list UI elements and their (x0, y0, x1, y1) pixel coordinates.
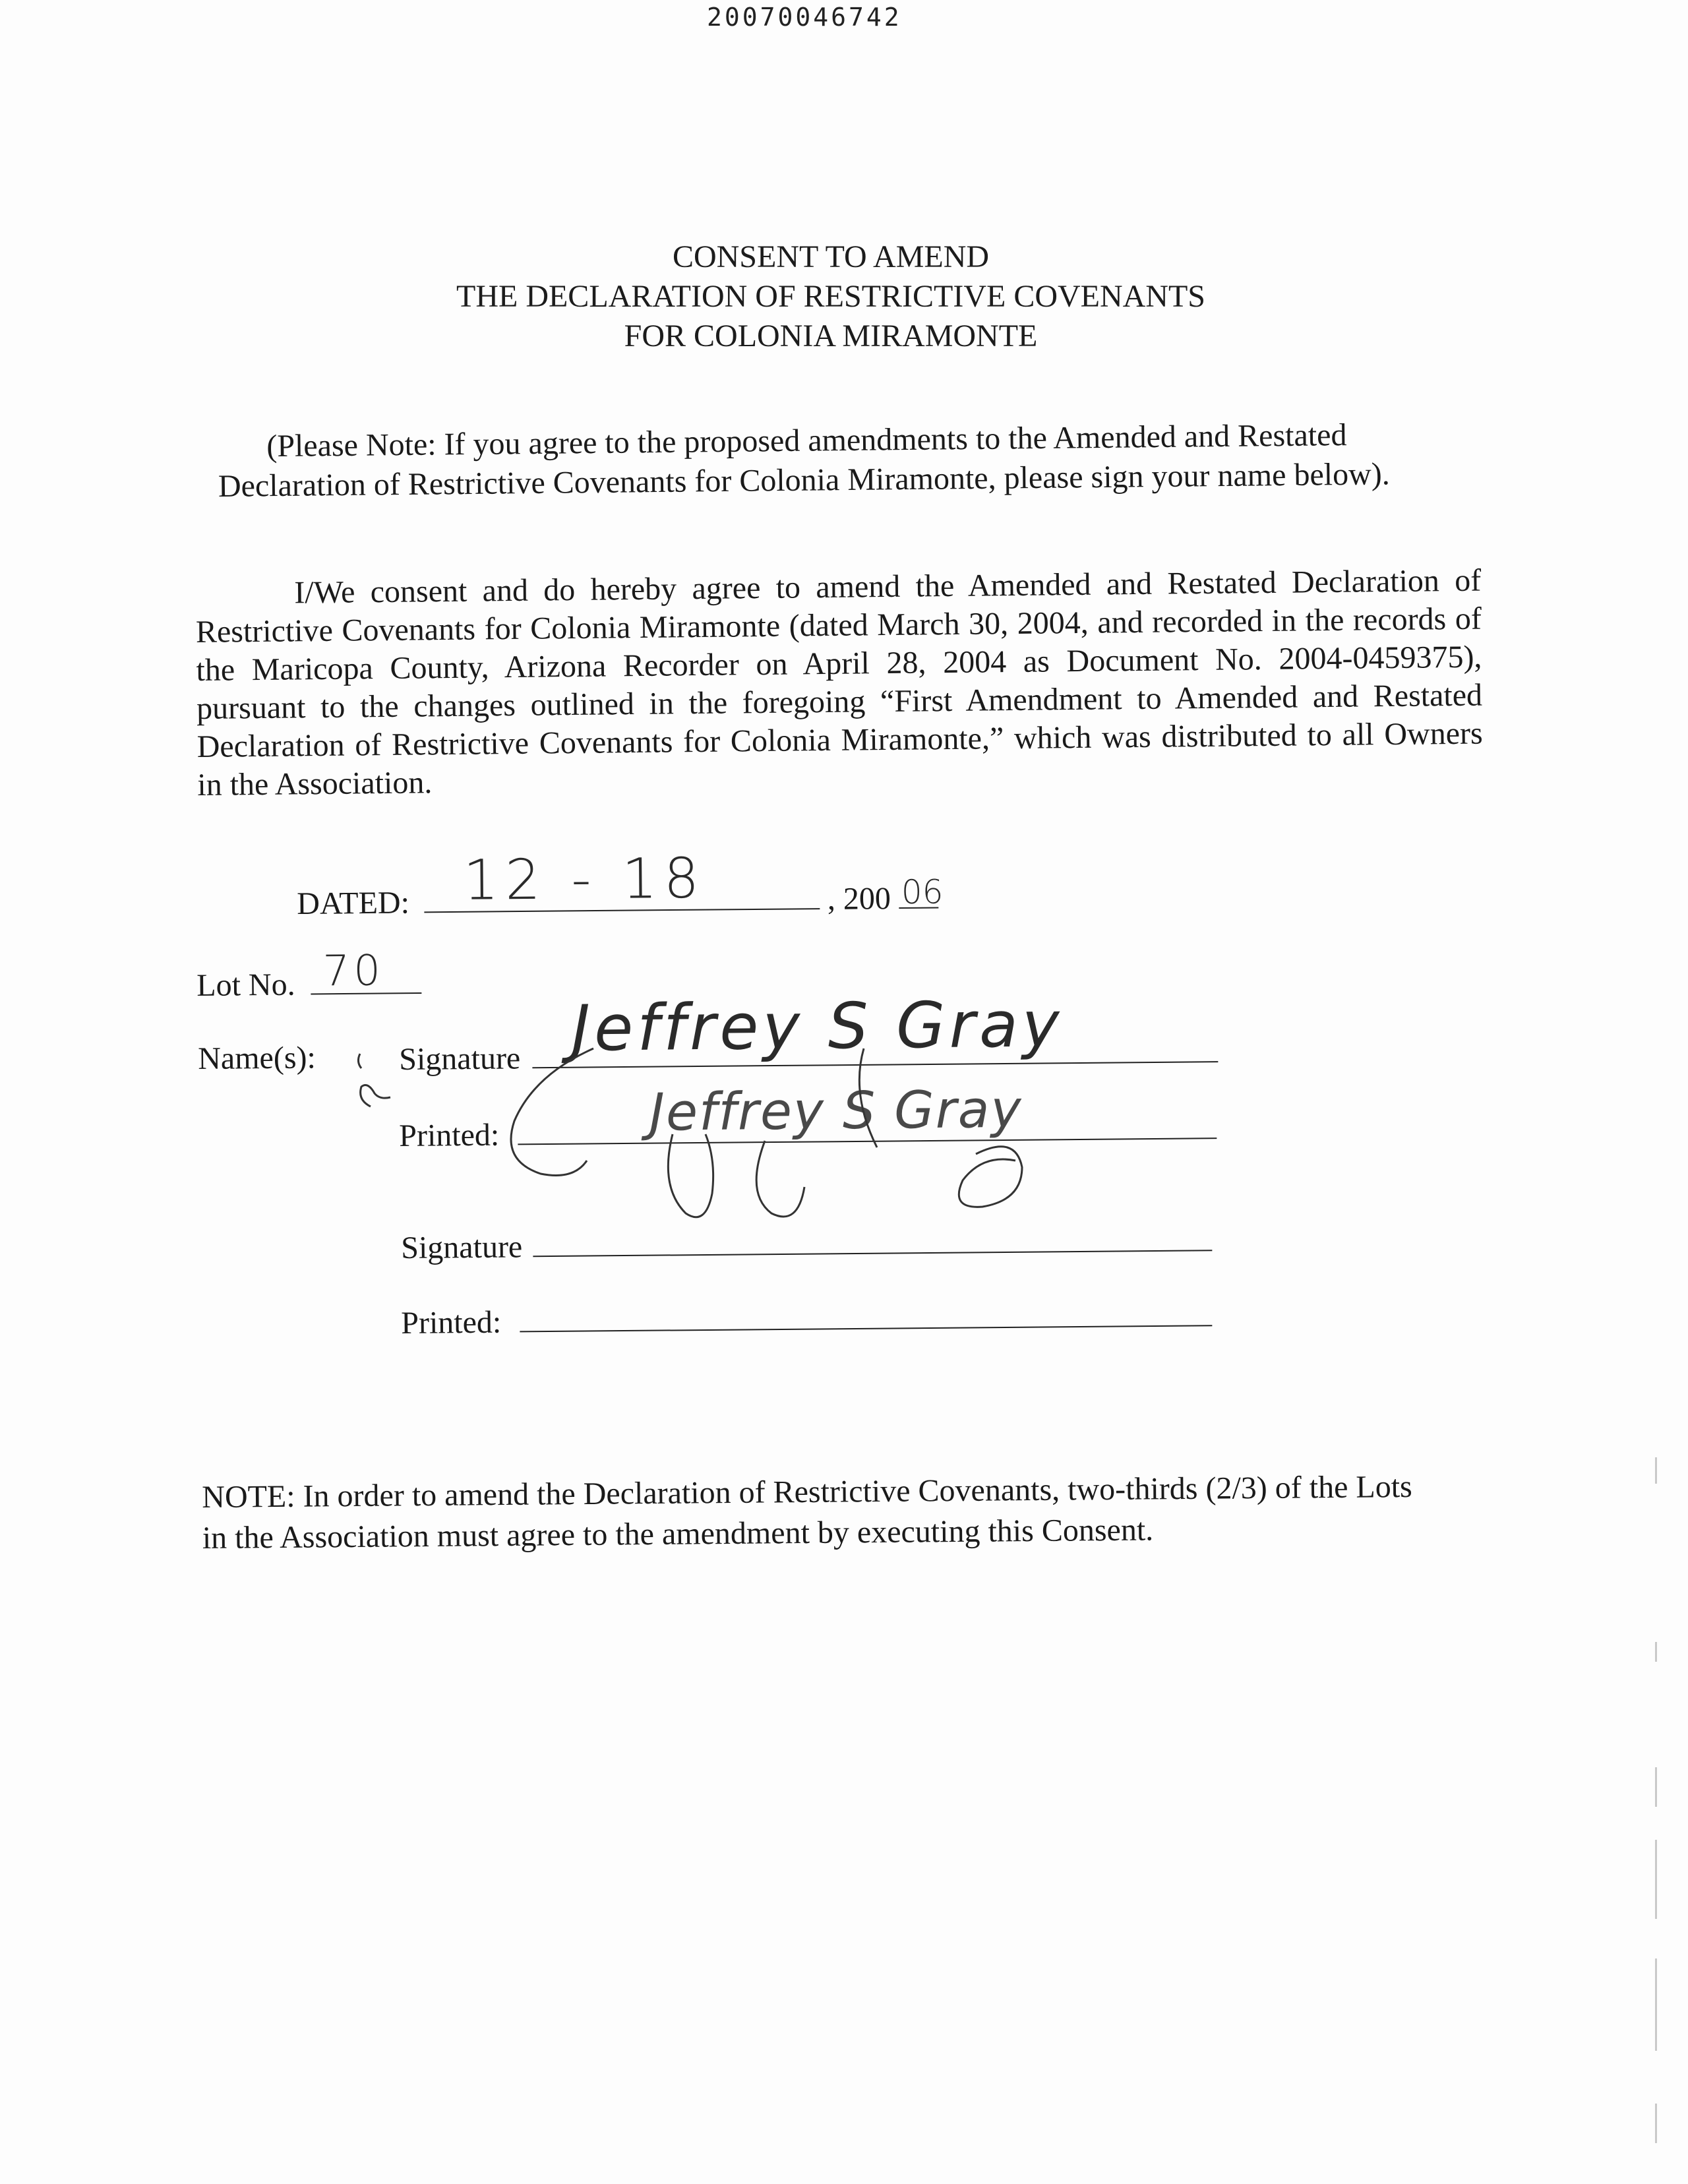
consent-paragraph: I/We consent and do hereby agree to amend the Amended and Restated Declaration of Restrictive Covenants for Colonia Miramonte (dated March 30, 2004, and recorded in the records of the Maricopa County, Arizona Recorder on April 28, 2004 as Document No. 2004-0459375), pursuant to the changes outlined in the foregoing “First Amendment to Amended and Restated Declaration of Restrictive Covenants for Colonia Miramonte,” which was distributed to all Owners in the Association. (195, 562, 1483, 803)
lot-field[interactable] (311, 946, 421, 996)
closing-line-1: NOTE: In order to amend the Declaration of Restrictive Covenants, two-thirds (2/3) of the Lots (202, 1469, 1412, 1515)
signature-2-field[interactable] (533, 1221, 1212, 1257)
names-label: Name(s): (198, 1040, 316, 1076)
dated-label: DATED: (297, 885, 410, 921)
dated-handwritten: 12 - 18 (463, 845, 706, 913)
year-field[interactable] (899, 872, 944, 911)
names-label-row (198, 1039, 316, 1077)
lot-handwritten: 70 (322, 946, 385, 996)
dated-field[interactable] (424, 845, 820, 913)
printed-2-label: Printed: (401, 1304, 502, 1341)
document-number: 20070046742 (707, 3, 902, 32)
dated-row (297, 845, 944, 922)
signature-1-label: Signature (399, 1041, 521, 1077)
year-prefix: , 200 (827, 881, 891, 917)
please-note (218, 414, 1458, 506)
scan-edge-marks (1655, 1418, 1659, 2176)
year-handwritten: 06 (901, 872, 944, 911)
closing-line-2: in the Association must agree to the amendment by executing this Consent. (202, 1512, 1154, 1556)
signature-1-handwritten: Jeffrey S Gray (571, 987, 1064, 1066)
signature-2-label: Signature (401, 1229, 523, 1265)
signature-2-row (401, 1221, 1212, 1266)
printed-2-row (401, 1296, 1212, 1341)
note-line-1: (Please Note: If you agree to the proposed amendments to the Amended and Restated (266, 417, 1347, 464)
lot-label: Lot No. (196, 967, 295, 1003)
closing-note (202, 1466, 1495, 1559)
lot-row (196, 946, 422, 1004)
note-line-2: Declaration of Restrictive Covenants for Colonia Miramonte, please sign your name below). (218, 456, 1390, 504)
printed-1-label: Printed: (399, 1117, 500, 1153)
printed-2-field[interactable] (520, 1296, 1212, 1332)
title-line-1: CONSENT TO AMEND (672, 239, 990, 274)
printed-1-handwritten: Jeffrey S Gray (649, 1079, 1023, 1143)
document-title (369, 237, 1292, 356)
title-line-3: FOR COLONIA MIRAMONTE (624, 318, 1038, 353)
title-line-2: THE DECLARATION OF RESTRICTIVE COVENANTS (456, 279, 1205, 314)
